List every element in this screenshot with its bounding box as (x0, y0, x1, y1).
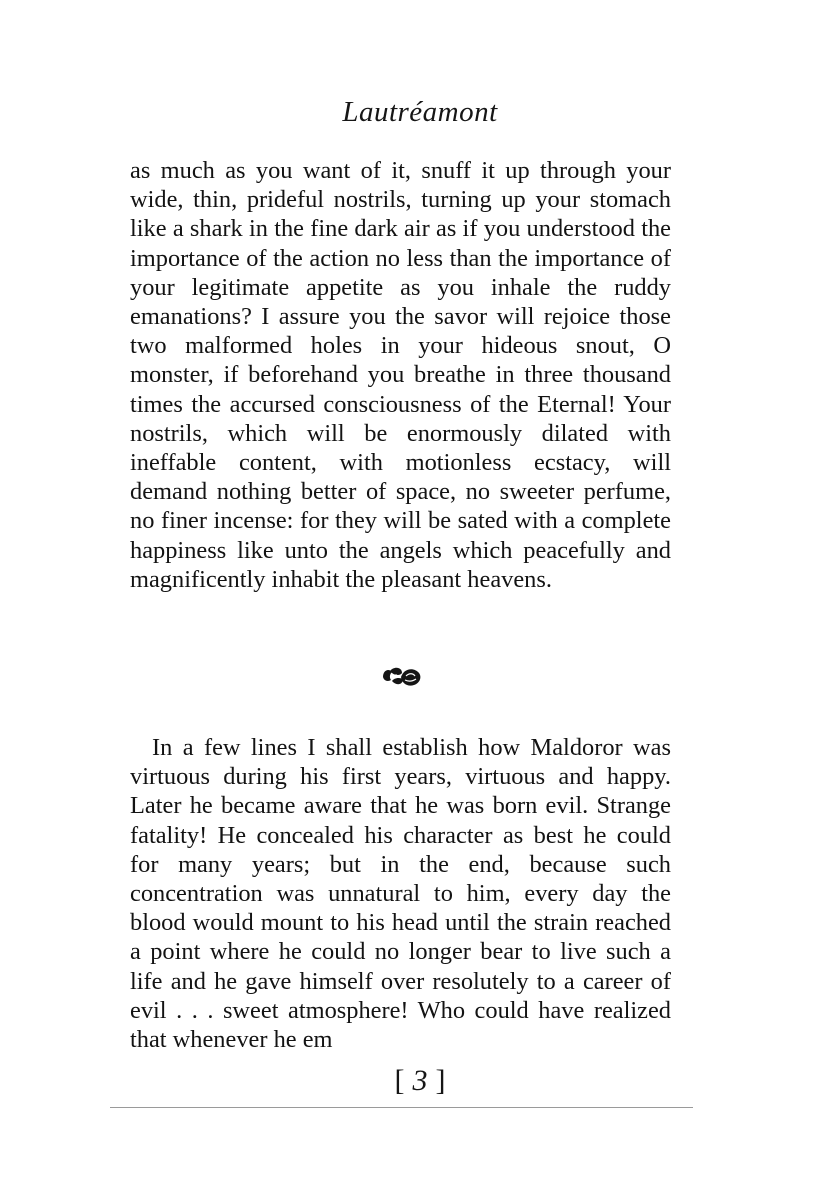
paragraph: In a few lines I shall establish how Maldoror was virtuous during his first years, virtuous and happy. Later he became aware that he was born evil. Strange fatality! He concealed his character as best he could for many years; but in the end, because such concentration was unnatural to him, every day the blood would mount to his head until the strain reached a point where he could no longer bear to live such a life and he gave himself over resolutely to a career of evil . . . sweet atmosphere! Who could have realized that whenever he em (130, 734, 671, 1054)
folio-bracket-open: [ (394, 1064, 405, 1097)
folio-bracket-close: ] (435, 1064, 446, 1097)
page-number (0, 1064, 840, 1098)
text-block-top (130, 156, 671, 594)
fleuron-ornament-icon (380, 664, 424, 690)
text-block-bottom (130, 733, 671, 1054)
bottom-rule (110, 1107, 693, 1108)
paragraph: as much as you want of it, snuff it up through your wide, thin, prideful nostrils, turning up your stomach like a shark in the fine dark air as if you understood the importance of the action no less than the importance of your legitimate appetite as you inhale the ruddy emanations? I assure you the savor will rejoice those two malformed holes in your hideous snout, O monster, if beforehand you breathe in three thousand times the accursed consciousness of the Eternal! Your nostrils, which will be enormously dilated with ineffable content, with motionless ecstacy, will demand nothing better of space, no sweeter perfume, no finer incense: for they will be sated with a complete happiness like unto the angels which peacefully and magnificently inhabit the pleasant heavens. (130, 157, 671, 593)
folio-number: 3 (412, 1064, 428, 1097)
running-head: Lautréamont (342, 96, 498, 128)
